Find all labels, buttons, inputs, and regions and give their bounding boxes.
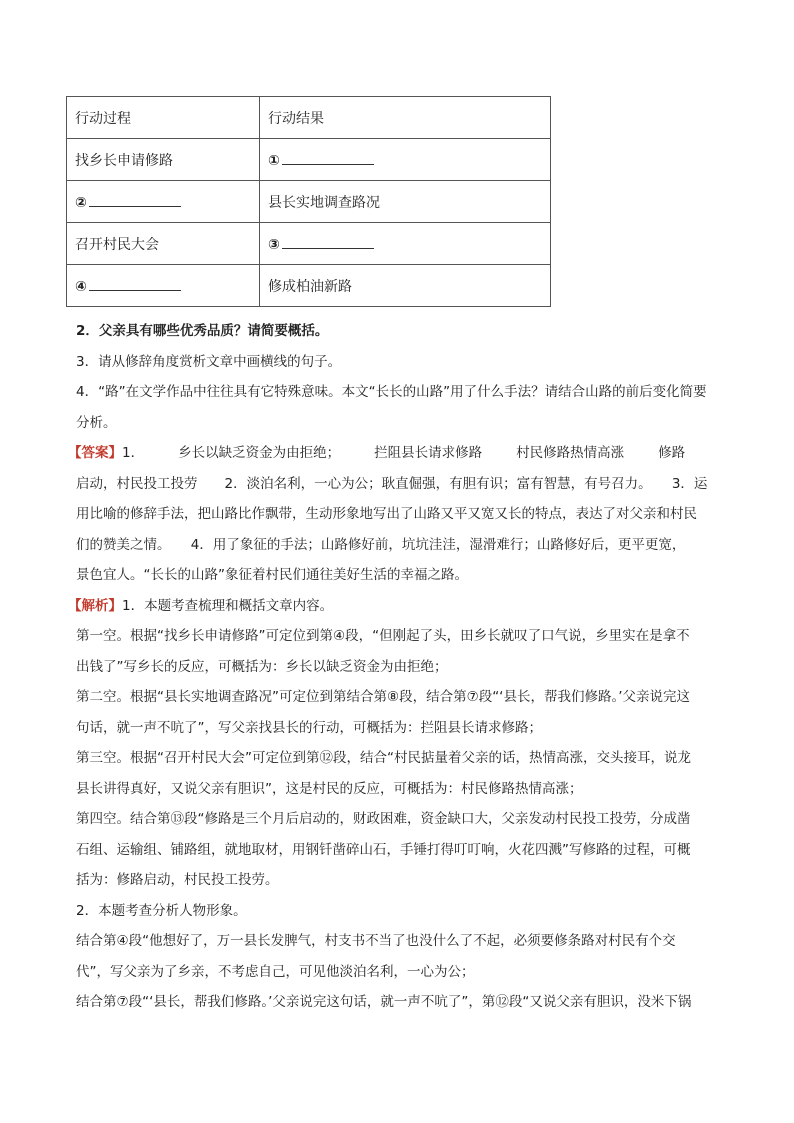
table-row [67, 223, 551, 265]
analysis-line: 第四空。结合第⑬段“修路是三个月后启动的，财政困难，资金缺口大，父亲发动村民投工投劳，分成凿 [76, 811, 691, 827]
answer-text: 乡长以缺乏资金为由拒绝； [178, 445, 341, 461]
text-body [68, 316, 738, 1018]
analysis-line: 石组、运输组、铺路组，就地取材，用钢钎凿碎山石，手锤打得叮叮响，火花四溅”写修路的过程，可概 [76, 841, 691, 858]
answer-line: 们的赞美之情。 4．用了象征的手法；山路修好前，坑坑洼洼，湿滑难行；山路修好后，更平更宽， [76, 536, 686, 553]
analysis-line: 县长讲得真好，又说父亲有胆识”，这是村民的反应，可概括为：村民修路热情高涨； [76, 780, 583, 797]
table-cell [67, 181, 260, 223]
analysis-line: 第三空。根据“召开村民大会”可定位到第⑫段，结合“村民掂量着父亲的话，热情高涨，交头接耳，说龙 [76, 750, 691, 766]
blank-number: ③ [268, 237, 280, 253]
question-2: 2．父亲具有哪些优秀品质？请简要概括。 [76, 323, 329, 339]
analysis-line: 括为：修路启动，村民投工投劳。 [76, 872, 279, 888]
question-3: 3．请从修辞角度赏析文章中画横线的句子。 [76, 353, 342, 370]
analysis-text: 1．本题考查梳理和概括文章内容。 [122, 597, 334, 614]
answer-line: 景色宜人。“长长的山路”象征着村民们通往美好生活的幸福之路。 [76, 567, 468, 583]
analysis-tag: 【解析】 [68, 597, 122, 614]
answer-blank [282, 234, 374, 249]
blank-number: ① [268, 153, 280, 169]
answer-blank [282, 150, 374, 165]
table-cell: 县长实地调查路况 [260, 181, 551, 223]
blank-number: ② [75, 195, 87, 211]
table-cell: 修成柏油新路 [260, 265, 551, 307]
table-cell [67, 265, 260, 307]
table-cell [260, 223, 551, 265]
answer-line [68, 438, 738, 469]
blank-number: ④ [75, 279, 87, 295]
question-4-line: 4．“路”在文学作品中往往具有它特殊意味。本文“长长的山路”用了什么手法？请结合山路的前后变化简要 [76, 384, 707, 400]
answer-blank [89, 276, 181, 291]
action-table [66, 96, 551, 307]
answer-blank [89, 192, 181, 207]
table-header-row [67, 97, 551, 139]
answer-text: 修路 [658, 445, 686, 461]
table-header-cell: 行动结果 [260, 97, 551, 139]
table-row [67, 139, 551, 181]
answer-tag: 【答案】 [68, 445, 122, 461]
answer-line: 用比喻的修辞手法，把山路比作飘带，生动形象地写出了山路又平又宽又长的特点，表达了对父亲和村民 [76, 506, 697, 522]
table-cell [260, 139, 551, 181]
analysis-line: 结合第⑦段“‘县长，帮我们修路。’父亲说完这句话，就一声不吭了”，第⑫段“又说父亲有胆识，没米下锅 [76, 994, 692, 1010]
answer-text: 1． [122, 445, 145, 461]
analysis-line [68, 591, 738, 622]
analysis-line: 结合第④段“他想好了，万一县长发脾气，村支书不当了也没什么了不起，必须要修条路对村民有个交 [76, 933, 676, 949]
answer-line: 启动，村民投工投劳 2．淡泊名利，一心为公；耿直倔强，有胆有识；富有智慧，有号召力。 3．运 [76, 475, 708, 492]
table-cell: 召开村民大会 [67, 223, 260, 265]
table-row [67, 181, 551, 223]
analysis-line: 第一空。根据“找乡长申请修路”可定位到第④段，“但刚起了头，田乡长就叹了口气说，乡里实在是拿不 [76, 628, 690, 644]
table-row [67, 265, 551, 307]
analysis-line: 出钱了”写乡长的反应，可概括为：乡长以缺乏资金为由拒绝； [76, 658, 448, 675]
analysis-line: 代”，写父亲为了乡亲，不考虑自己，可见他淡泊名利，一心为公； [76, 963, 475, 980]
answer-text: 拦阻县长请求修路 [374, 445, 483, 461]
table-cell: 找乡长申请修路 [67, 139, 260, 181]
analysis-line: 句话，就一声不吭了”，写父亲找县长的行动，可概括为：拦阻县长请求修路； [76, 719, 542, 736]
table-header-cell: 行动过程 [67, 97, 260, 139]
answer-text: 村民修路热情高涨 [516, 445, 625, 461]
question-4-line: 分析。 [76, 414, 117, 431]
analysis-line: 第二空。根据“县长实地调查路况”可定位到第结合第⑧段，结合第⑦段“‘县长，帮我们修路。’父亲说完这 [76, 689, 691, 705]
analysis-line: 2．本题考查分析人物形象。 [76, 902, 247, 919]
